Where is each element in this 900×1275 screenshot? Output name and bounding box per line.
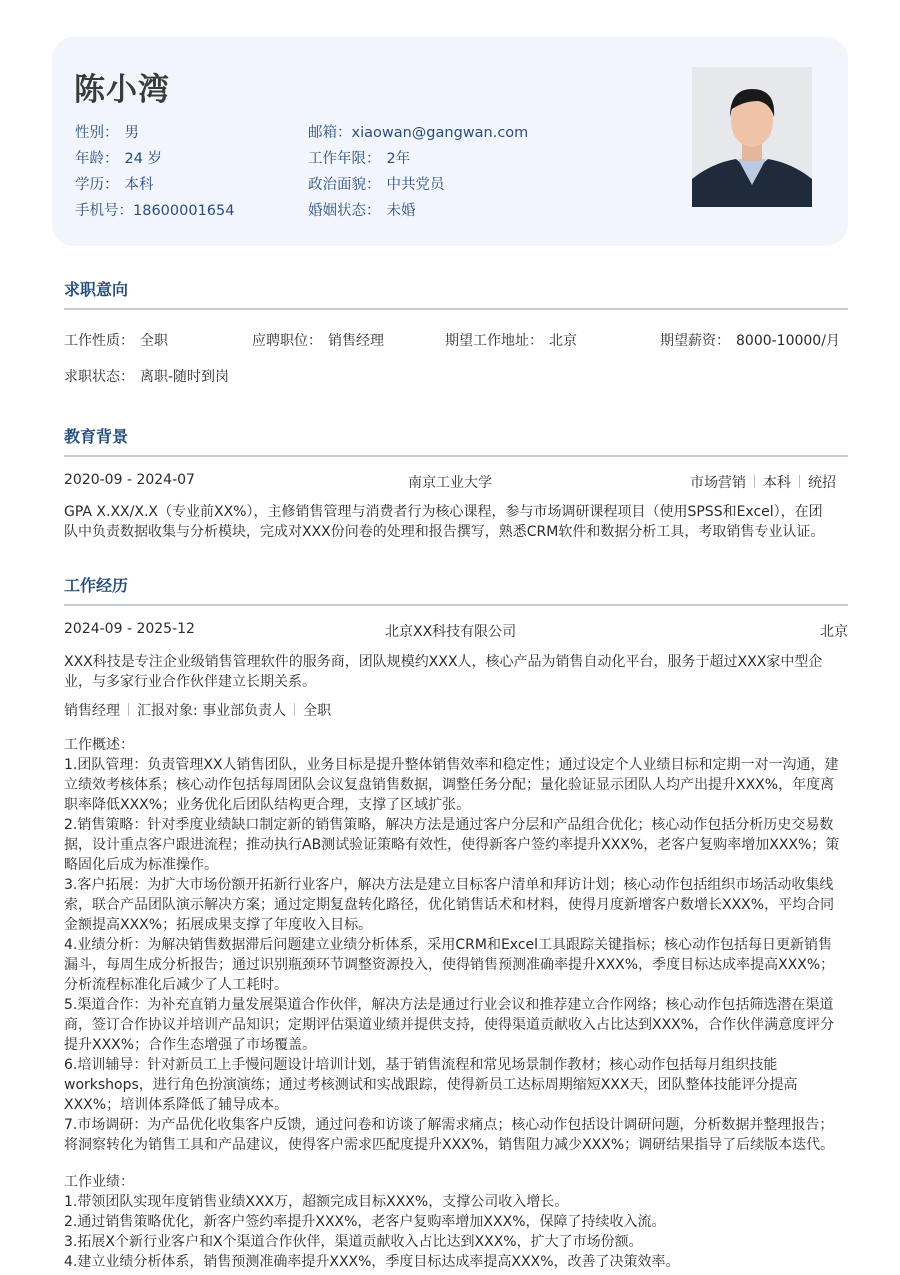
overview-item: 3.客户拓展：为扩大市场份额开拓新行业客户，解决方法是建立目标客户清单和拜访计划；核心动作包括组织市场活动收集线索，联合产品团队演示解决方案；通过定期复盘转化路径，优化销售话术和材料，使得月度新增客户数增长XXX%，平均合同金额提高XXX%；拓展成果支撑了年度收入目标。 bbox=[64, 877, 835, 933]
info-value: 中共党员 bbox=[386, 177, 445, 193]
intent-value: 全职 bbox=[140, 333, 168, 349]
info-value: 男 bbox=[124, 125, 139, 141]
section-title-work: 工作经历 bbox=[64, 576, 129, 595]
education-degree: 本科 bbox=[763, 475, 791, 491]
separator bbox=[799, 475, 800, 488]
person-silhouette-icon bbox=[692, 67, 812, 207]
intent-job-type bbox=[64, 330, 168, 350]
info-phone bbox=[75, 199, 234, 220]
info-label: 手机号： bbox=[75, 203, 133, 219]
info-label: 性别： bbox=[75, 125, 119, 141]
section-title-job-intent: 求职意向 bbox=[64, 280, 129, 299]
work-achievements bbox=[64, 1172, 840, 1272]
education-major: 市场营销 bbox=[690, 475, 746, 491]
info-label: 年龄： bbox=[75, 151, 119, 167]
info-label: 学历： bbox=[75, 177, 119, 193]
intent-value: 8000-10000/月 bbox=[736, 333, 840, 349]
intent-status bbox=[64, 366, 229, 386]
section-title-education: 教育背景 bbox=[64, 427, 129, 446]
separator bbox=[294, 703, 295, 716]
education-school: 南京工业大学 bbox=[408, 475, 492, 491]
intent-label: 求职状态： bbox=[64, 369, 134, 385]
work-company: 北京XX科技有限公司 bbox=[385, 624, 517, 640]
info-value: 本科 bbox=[124, 177, 154, 193]
achievement-item: 1.带领团队实现年度销售业绩XXX万，超额完成目标XXX%，支撑公司收入增长。 bbox=[64, 1194, 569, 1210]
intent-label: 期望薪资： bbox=[660, 333, 730, 349]
intent-label: 工作性质： bbox=[64, 333, 134, 349]
overview-item: 1.团队管理：负责管理XX人销售团队，业务目标是提升整体销售效率和稳定性；通过设定个人业绩目标和定期一对一沟通，建立绩效考核体系；核心动作包括每周团队会议复盘销售数据，调整任务分配；量化验证显示团队人均产出提升XXX%，年度离职率降低XXX%；业务优化后团队结构更合理，支撑了区域扩张。 bbox=[64, 757, 839, 813]
info-age bbox=[75, 147, 162, 168]
work-job-type: 全职 bbox=[303, 703, 332, 719]
intent-value: 销售经理 bbox=[328, 333, 384, 349]
work-date: 2024-09 - 2025-12 bbox=[64, 621, 195, 637]
intent-location bbox=[445, 330, 577, 350]
work-role-meta bbox=[64, 700, 331, 720]
overview-item: 4.业绩分析：为解决销售数据滞后问题建立业绩分析体系，采用CRM和Excel工具跟踪关键指标；核心动作包括每日更新销售漏斗，每周生成分析报告；通过识别瓶颈环节调整资源投入，使得销售预测准确率提升XXX%，季度目标达成率提高XXX%；分析流程标准化后减少了人工耗时。 bbox=[64, 937, 835, 993]
info-gender bbox=[75, 121, 139, 142]
education-meta bbox=[690, 472, 836, 492]
work-location: 北京 bbox=[820, 624, 848, 640]
info-label: 婚姻状态： bbox=[308, 203, 381, 219]
separator bbox=[754, 475, 755, 488]
achievement-item: 2.通过销售策略优化，新客户签约率提升XXX%，老客户复购率增加XXX%，保障了持续收入流。 bbox=[64, 1214, 666, 1230]
info-work-years bbox=[308, 147, 410, 168]
info-value: 未婚 bbox=[386, 203, 416, 219]
info-label: 政治面貌： bbox=[308, 177, 381, 193]
work-position: 销售经理 bbox=[64, 703, 120, 719]
section-divider bbox=[64, 455, 848, 457]
overview-item: 7.市场调研：为产品优化收集客户反馈，通过问卷和访谈了解需求痛点；核心动作包括设计调研问题，分析数据并整理报告；将洞察转化为销售工具和产品建议，使得客户需求匹配度提升XXX%，销售阻力减少XXX%；调研结果指导了后续版本迭代。 bbox=[64, 1117, 835, 1153]
info-label: 工作年限： bbox=[308, 151, 381, 167]
achievement-item: 3.拓展X个新行业客户和X个渠道合作伙伴，渠道贡献收入占比达到XXX%，扩大了市场份额。 bbox=[64, 1234, 643, 1250]
section-divider bbox=[64, 604, 848, 606]
work-overview bbox=[64, 735, 840, 1155]
education-date: 2020-09 - 2024-07 bbox=[64, 472, 195, 488]
education-description: GPA X.XX/X.X（专业前XX%），主修销售管理与消费者行为核心课程，参与市场调研课程项目（使用SPSS和Excel），在团队中负责数据收集与分析模块，完成对XXX份问卷的处理和报告撰写，熟悉CRM软件和数据分析工具，考取销售专业认证。 bbox=[64, 504, 825, 540]
intent-value: 北京 bbox=[549, 333, 577, 349]
info-value: 18600001654 bbox=[133, 203, 235, 219]
intent-salary bbox=[660, 330, 840, 350]
info-education bbox=[75, 173, 154, 194]
section-divider bbox=[64, 308, 848, 310]
intent-value: 离职-随时到岗 bbox=[140, 369, 230, 385]
achievements-label: 工作业绩： bbox=[64, 1174, 134, 1190]
overview-item: 6.培训辅导：针对新员工上手慢问题设计培训计划，基于销售流程和常见场景制作教材；核心动作包括每月组织技能workshops，进行角色扮演演练；通过考核测试和实战跟踪，使得新员工达标周期缩短XXX天，团队整体技能评分提高XXX%；培训体系降低了辅导成本。 bbox=[64, 1057, 798, 1113]
company-intro: XXX科技是专注企业级销售管理软件的服务商，团队规模约XXX人，核心产品为销售自动化平台，服务于超过XXX家中型企业，与多家行业合作伙伴建立长期关系。 bbox=[64, 654, 823, 690]
profile-card bbox=[52, 37, 848, 246]
info-marital bbox=[308, 199, 416, 220]
info-value: 24 岁 bbox=[124, 151, 163, 167]
info-political bbox=[308, 173, 445, 194]
work-report-to: 汇报对象: 事业部负责人 bbox=[137, 703, 287, 719]
separator bbox=[128, 703, 129, 716]
info-email bbox=[308, 121, 528, 142]
candidate-name: 陈小湾 bbox=[74, 72, 170, 108]
overview-item: 2.销售策略：针对季度业绩缺口制定新的销售策略，解决方法是通过客户分层和产品组合优化；核心动作包括分析历史交易数据，设计重点客户跟进流程；推动执行AB测试验证策略有效性，使得新客户签约率提升XXX%，老客户复购率增加XXX%；策略固化后成为标准操作。 bbox=[64, 817, 840, 873]
education-type: 统招 bbox=[808, 475, 836, 491]
intent-label: 应聘职位： bbox=[252, 333, 322, 349]
profile-photo bbox=[692, 67, 812, 207]
intent-position bbox=[252, 330, 384, 350]
intent-label: 期望工作地址： bbox=[445, 333, 543, 349]
info-value[interactable]: xiaowan@gangwan.com bbox=[351, 125, 529, 141]
overview-item: 5.渠道合作：为补充直销力量发展渠道合作伙伴，解决方法是通过行业会议和推荐建立合作网络；核心动作包括筛选潜在渠道商，签订合作协议并培训产品知识；定期评估渠道业绩并提供支持，使得渠道贡献收入占比达到XXX%，合作伙伴满意度评分提升XXX%；合作生态增强了市场覆盖。 bbox=[64, 997, 835, 1053]
overview-label: 工作概述： bbox=[64, 737, 134, 753]
achievement-item: 4.建立业绩分析体系，销售预测准确率提升XXX%，季度目标达成率提高XXX%，改善了决策效率。 bbox=[64, 1254, 680, 1270]
info-label: 邮箱： bbox=[308, 125, 352, 141]
info-value: 2年 bbox=[386, 151, 411, 167]
